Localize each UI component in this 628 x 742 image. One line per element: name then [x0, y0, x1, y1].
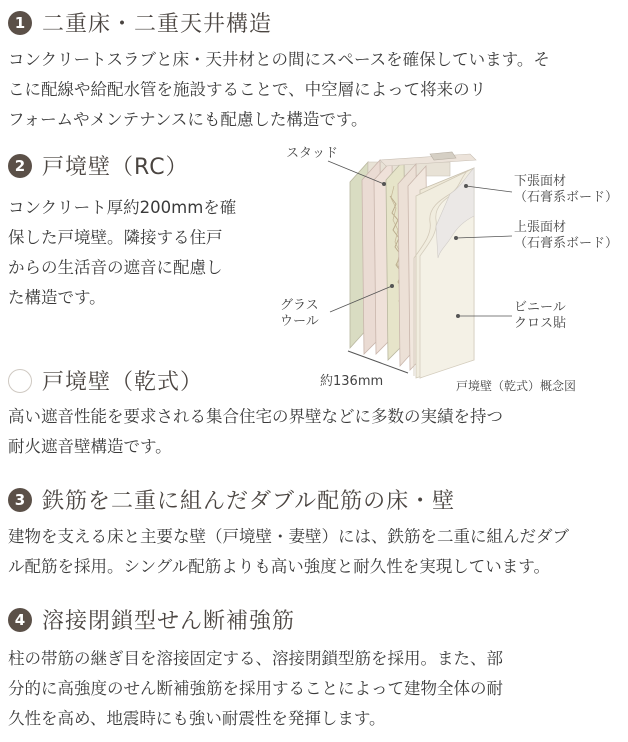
- section2-line: コンクリート厚約200mmを確: [8, 198, 237, 217]
- section4-number-badge: 4: [8, 608, 32, 632]
- section3-line: 建物を支える床と主要な壁（戸境壁・妻壁）には、鉄筋を二重に組んだダブ: [8, 527, 569, 546]
- section3-heading: [8, 484, 455, 515]
- section1-number-badge: 1: [8, 11, 32, 35]
- drywall-diagram: [280, 146, 628, 396]
- section3-number-badge: 3: [8, 488, 32, 512]
- section2-title: 戸境壁（RC）: [42, 155, 189, 180]
- section4-line: 久性を高め、地震時にも強い耐震性を発揮します。: [8, 709, 386, 728]
- section2-line: からの生活音の遮音に配慮し: [8, 258, 223, 277]
- section-dry-badge: [8, 369, 32, 393]
- section2-number-badge: 2: [8, 154, 32, 178]
- section1-heading: [8, 7, 272, 38]
- section4-body: [8, 644, 503, 734]
- section2-line: 保した戸境壁。隣接する住戸: [8, 228, 223, 247]
- section-dry-title: 戸境壁（乾式）: [42, 370, 204, 395]
- section4-line: 柱の帯筋の継ぎ目を溶接固定する、溶接閉鎖型筋を採用。また、部: [8, 649, 503, 668]
- section-dry-body: [8, 402, 503, 462]
- section4-heading: [8, 604, 295, 635]
- section1-line: フォームやメンテナンスにも配慮した構造です。: [8, 110, 368, 129]
- label-overlay: 上張面材 （石膏系ボード）: [514, 220, 619, 251]
- section2-heading: [8, 150, 189, 181]
- section-dry-line: 耐火遮音壁構造です。: [8, 437, 172, 456]
- section-dry-heading: [8, 365, 203, 396]
- label-underlay: 下張面材 （石膏系ボード）: [514, 174, 619, 205]
- section2-body: [8, 193, 236, 313]
- label-width: 約136mm: [320, 374, 384, 389]
- section1-line: コンクリートスラブと床・天井材との間にスペースを確保しています。そ: [8, 50, 550, 69]
- section1-line: こに配線や給配水管を施設することで、中空層によって将来のリ: [8, 80, 487, 99]
- section4-line: 分的に高強度のせん断補強筋を採用することによって建物全体の耐: [8, 679, 503, 698]
- section1-title: 二重床・二重天井構造: [42, 12, 273, 37]
- dimension-line: [348, 351, 408, 373]
- section3-line: ル配筋を採用。シングル配筋よりも高い強度と耐久性を実現しています。: [8, 557, 550, 576]
- section3-body: [8, 522, 569, 582]
- label-vinyl-cloth: ビニール クロス貼: [514, 300, 567, 331]
- diagram-caption: 戸境壁（乾式）概念図: [456, 379, 577, 393]
- label-glass-wool: グラス ウール: [280, 298, 319, 329]
- section3-title: 鉄筋を二重に組んだダブル配筋の床・壁: [42, 489, 456, 514]
- section1-body: [8, 45, 550, 135]
- section4-title: 溶接閉鎖型せん断補強筋: [42, 609, 296, 634]
- label-stud: スタッド: [286, 146, 339, 161]
- section-dry-line: 高い遮音性能を要求される集合住宅の界壁などに多数の実績を持つ: [8, 407, 503, 426]
- section2-line: た構造です。: [8, 288, 106, 307]
